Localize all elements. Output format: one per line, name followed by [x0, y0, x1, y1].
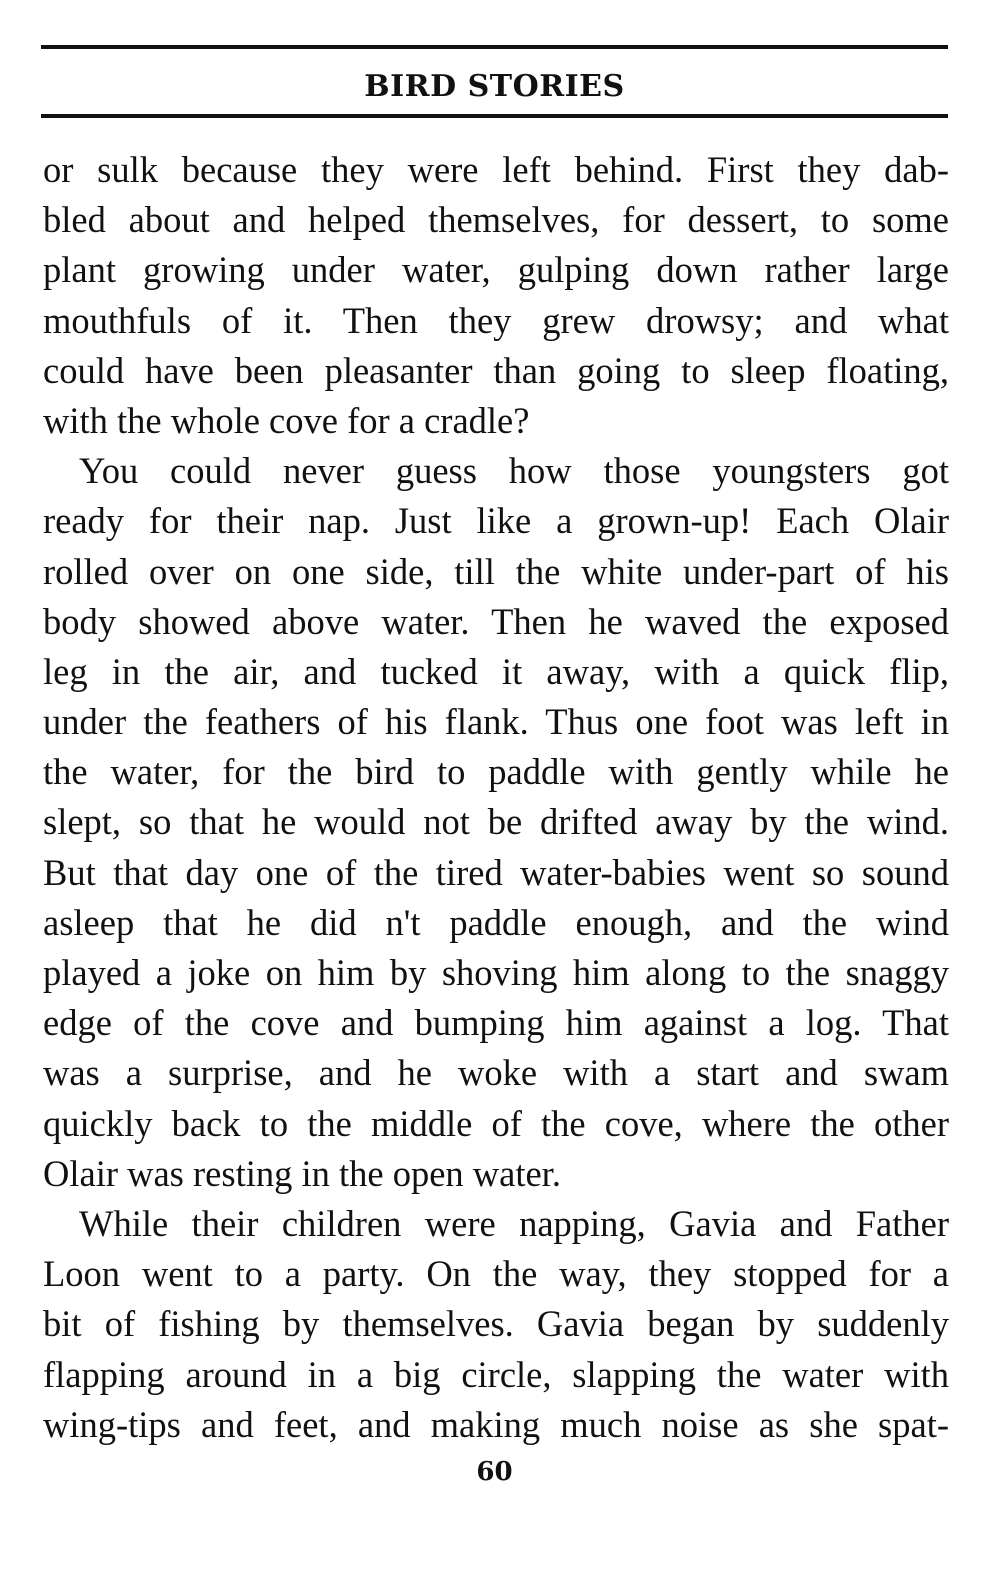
- text-line: edge of the cove and bumping him against a log. That: [43, 1002, 949, 1044]
- text-line: flapping around in a big circle, slapping the water with: [43, 1353, 949, 1395]
- text-line: was a surprise, and he woke with a start and swam: [43, 1052, 949, 1094]
- text-line: But that day one of the tired water-babies went so sound: [43, 851, 949, 893]
- page-number: 60: [476, 1457, 513, 1487]
- header-rule-top: [41, 45, 948, 49]
- text-line: or sulk because they were left behind. First they dab-: [43, 149, 949, 190]
- running-header: BIRD STORIES: [364, 69, 625, 104]
- text-line: bit of fishing by themselves. Gavia began by suddenly: [43, 1303, 949, 1345]
- text-line: asleep that he did n't paddle enough, and the wind: [43, 901, 949, 943]
- text-line: Loon went to a party. On the way, they stopped for a: [43, 1253, 949, 1295]
- text-line: Olair was resting in the open water.: [43, 1152, 561, 1194]
- text-line: plant growing under water, gulping down rather large: [43, 249, 949, 291]
- text-line: quickly back to the middle of the cove, where the other: [43, 1102, 949, 1144]
- text-line: could have been pleasanter than going to sleep floating,: [43, 349, 949, 391]
- text-line: with the whole cove for a cradle?: [43, 399, 530, 441]
- text-line: the water, for the bird to paddle with gently while he: [43, 751, 949, 793]
- text-line: You could never guess how those youngsters got: [79, 450, 949, 492]
- text-line: body showed above water. Then he waved the exposed: [43, 600, 949, 642]
- text-line: leg in the air, and tucked it away, with a quick flip,: [43, 650, 949, 692]
- text-line: wing-tips and feet, and making much noise as she spat-: [43, 1403, 949, 1445]
- body-text: [43, 145, 949, 1450]
- text-line: played a joke on him by shoving him along to the snaggy: [43, 952, 949, 993]
- header-rule-bottom: [41, 114, 948, 118]
- text-line: slept, so that he would not be drifted away by the wind.: [43, 801, 949, 843]
- text-line: under the feathers of his flank. Thus one foot was left in: [43, 701, 949, 743]
- text-line: ready for their nap. Just like a grown-up! Each Olair: [43, 500, 949, 542]
- text-line: rolled over on one side, till the white under-part of his: [43, 550, 949, 592]
- text-line: While their children were napping, Gavia and Father: [79, 1202, 949, 1244]
- text-line: mouthfuls of it. Then they grew drowsy; and what: [43, 299, 949, 341]
- text-line: bled about and helped themselves, for dessert, to some: [43, 199, 949, 241]
